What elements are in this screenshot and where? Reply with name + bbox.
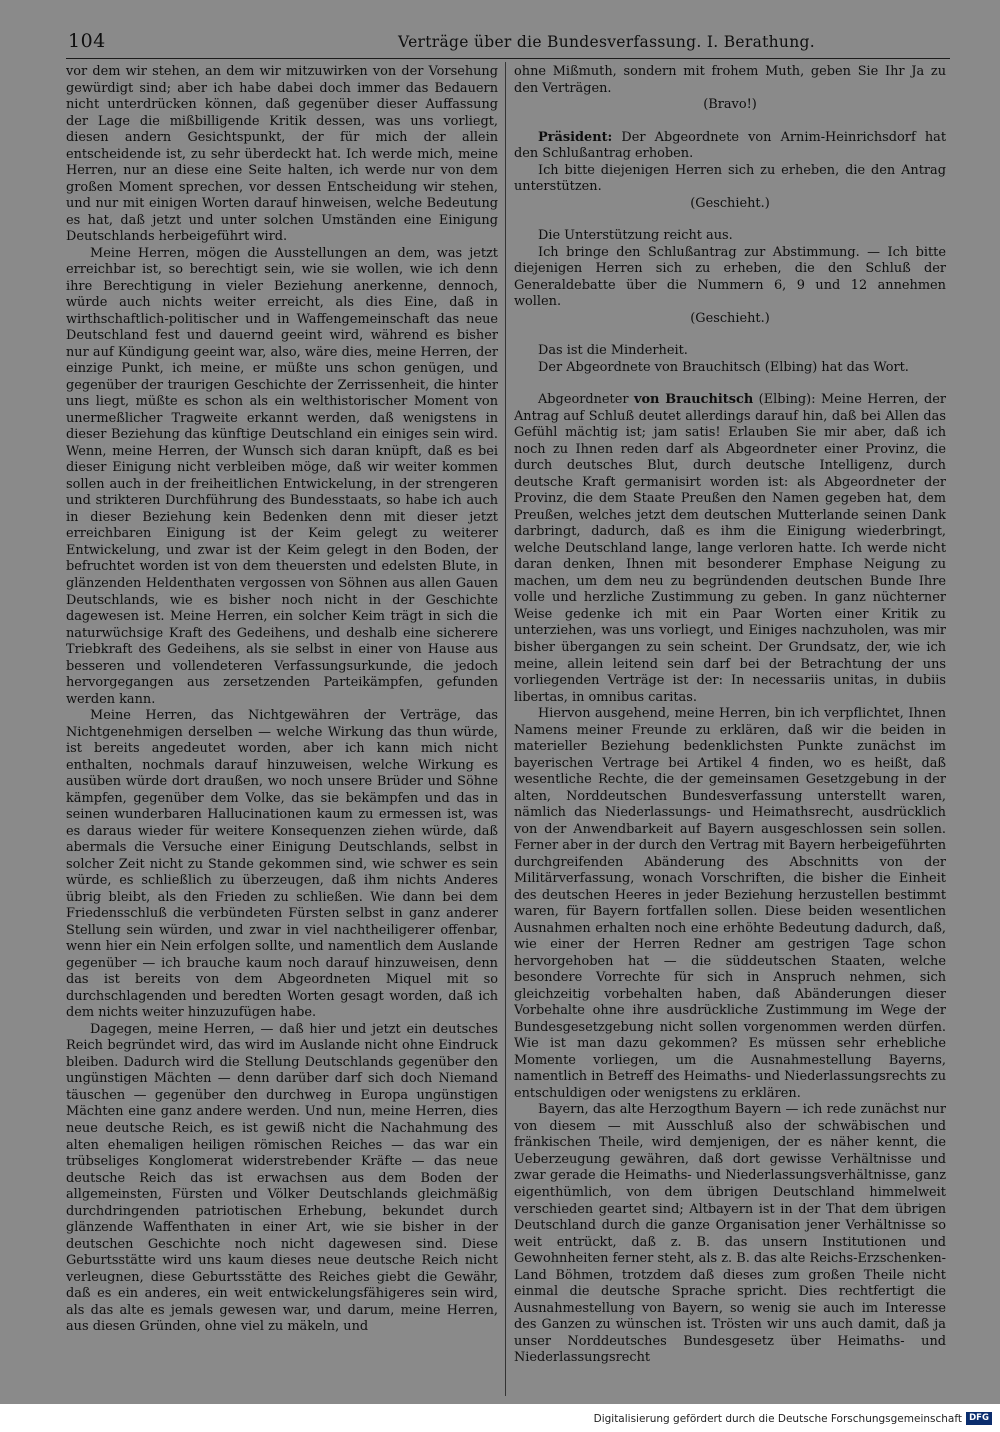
paragraph [514, 245, 946, 311]
paragraph [514, 311, 946, 328]
paragraph [66, 708, 498, 1022]
paragraph-text: Meine Herren, mögen die Ausstellungen an dem, was jetzt erreichbar ist, so berechtigt sein, wie sie wollen, wie ich denn ihre Berechtigung in vieler Beziehung anerkenne, dennoch, würde auch nichts weiter erreicht, als dies Eine, daß in wirthschaftlich-politischer und in Waffengemeinschaft das neue Deutschland fest und dauernd geeint wird, während es bisher nur auf Kündigung geeint war, also, wäre dies, meine Herren, der einzige Punkt, ich meine, er müßte uns schon genügen, und gegenüber der traurigen Geschichte der Zerrissenheit, die hinter uns liegt, müßte es schon als ein welthistorischer Moment von unermeßlicher Tragweite erkannt werden, daß wenigstens in dieser Beziehung das künftige Deutschland ein einiges sein wird. Wenn, meine Herren, der Wunsch sich daran knüpft, daß es bei dieser Einigung nicht verbleiben möge, daß wir weiter kommen sollen auch in der freiheitlichen Entwickelung, in der strengeren und strikteren Durchführung des Bundesstaats, so habe ich auch in dieser Beziehung kein Bedenken denn mit dieser jetzt erreichbaren Einigung ist der Keim gelegt zu weiterer Entwickelung, und zwar ist der Keim gelegt in den Boden, der befruchtet worden ist von dem theuersten und edelsten Blute, in glänzenden Heldenthaten vergossen von Söhnen aus allen Gauen Deutschlands, wie es bisher noch nicht in der Geschichte dagewesen ist. Meine Herren, ein solcher Keim trägt in sich die naturwüchsige Kraft des Gedeihens, und deshalb eine sicherere Triebkraft des Gedeihens, als sie selbst in einer von Hause aus besseren und vollendeteren Verfassungsurkunde, die jedoch hervorgegangen aus zersetzenden Parteikämpfen, gefunden werden kann. [66, 245, 498, 707]
paragraph [514, 1102, 946, 1366]
paragraph-text: vor dem wir stehen, an dem wir mitzuwirken von der Vorsehung gewürdigt sind; aber ich habe dabei doch immer das Bedauern nicht unterdrücken können, daß gegenüber dieser Auffassung der Lage die mißbilligende Kritik dessen, was uns vorliegt, diesen andern Gesichtspunkt, der für mich der allein entscheidende ist, zu sehr überdeckt hat. Ich werde mich, meine Herren, nur an diese eine Seite halten, ich werde nur von dem großen Moment sprechen, vor dessen Entscheidung wir stehen, und nur mit einigen Worten darauf hinweisen, welche Bedeutung es hat, daß jetzt und unter solchen Umständen eine Einigung Deutschlands herbeigeführt wird. [66, 64, 498, 245]
speaker-name: von Brauchitsch [633, 392, 754, 408]
paragraph-text: ohne Mißmuth, sondern mit frohem Muth, geben Sie Ihr Ja zu den Verträgen. [514, 64, 946, 96]
paragraph [514, 64, 946, 97]
paragraph-text: Bayern, das alte Herzogthum Bayern — ich rede zunächst nur von diesem — mit Ausschluß also der schwäbischen und fränkischen Theile, wird demjenigen, der es näher kennt, die Ueberzeugung gewähren, daß dort gewisse Verhältnisse und zwar gerade die Heimaths- und Niederlassungsverhältnisse, ganz eigenthümlich, von dem übrigen Deutschland himmelweit verschieden geartet sind; Altbayern ist in der That dem übrigen Deutschland durch die ganze Organisation jener Verhältnisse so weit entrückt, daß z. B. das unsern Institutionen und Gewohnheiten ferner steht, als z. B. das alte Reichs-Erzschenken-Land Böhmen, trotzdem daß dieses zum großen Theile nicht einmal die deutsche Sprache spricht. Dies rechtfertigt die Ausnahmestellung von Bayern, so wenig sie auch im Interesse des Ganzen zu wünschen ist. Trösten wir uns auch damit, daß ja unser Norddeutsches Bundesgesetz über Heimaths- und Niederlassungsrecht [514, 1102, 946, 1366]
left-column [66, 64, 498, 1389]
paragraph-text: Die Unterstützung reicht aus. [538, 228, 733, 244]
paragraph [66, 246, 498, 708]
paragraph [66, 1022, 498, 1336]
paragraph-text: (Geschieht.) [690, 195, 770, 211]
paragraph [514, 706, 946, 1102]
paragraph-text: Dagegen, meine Herren, — daß hier und jetzt ein deutsches Reich begründet wird, das wird im Auslande nicht ohne Eindruck bleiben. Dadurch wird die Stellung Deutschlands gegenüber den ungünstigen Mächten — denn darüber darf sich doch Niemand täuschen — gegenüber den durchweg in Europa ungünstigen Mächten eine ganz andere werden. Und nun, meine Herren, dies neue deutsche Reich, es ist gewiß nicht die Nachahmung des alten ehemaligen heiligen römischen Reiches — das war ein trübseliges Konglomerat widerstrebender Kräfte — das neue deutsche Reich das ist erwachsen aus dem Boden der allgemeinsten, Fürsten und Völker Deutschlands gleichmäßig durchdringenden patriotischen Erhebung, bekundet durch glänzende Waffenthaten in einer Art, wie sie bisher in der deutschen Geschichte noch nicht dagewesen sind. Diese Geburtsstätte wird uns kaum dieses neue deutsche Reich nicht verleugnen, diese Geburtsstätte des Reiches giebt die Gewähr, daß es ein anderes, ein weit entwickelungsfähigeres sein wird, als das alte es jemals gewesen war, und darum, meine Herren, aus diesen Gründen, ohne viel zu mäkeln, und [66, 1021, 498, 1335]
page-header [68, 30, 948, 56]
paragraph [66, 64, 498, 246]
paragraph [514, 228, 946, 245]
paragraph-text: (Bravo!) [703, 97, 757, 113]
column-divider [505, 62, 506, 1396]
paragraph-text: Ich bitte diejenigen Herren sich zu erheben, die den Antrag unterstützen. [514, 162, 946, 195]
paragraph-text: (Elbing): Meine Herren, der Antrag auf Schluß deutet allerdings darauf hin, daß bei Allen das Gefühl mächtig ist; jam satis! Erlauben Sie mir aber, daß ich noch zu Ihnen reden darf als Abgeordneter einer Provinz, die durch deutsches Blut, durch deutsche Intelligenz, durch deutsche Kraft germanisirt worden ist: als Abgeordneter der Provinz, die dem Staate Preußen den Namen gegeben hat, dem Preußen, welches jetzt dem deutschen Mutterlande seinen Dank darbringt, dadurch, daß es ihm die Einigung wiederbringt, welche Deutschland lange, lange verloren hatte. Ich werde nicht daran denken, Ihnen mit besonderer Emphase Neigung zu machen, um dem neu zu begründenden deutschen Bunde Ihre volle und herzliche Zustimmung zu geben. In ganz nüchterner Weise gedenke ich mit ein Paar Worten einer Kritik zu unterziehen, was uns vorliegt, und Einiges nachzuholen, was mir bisher übergangen zu sein scheint. Der Grundsatz, der, wie ich meine, allein leitend sein darf bei der Betrachtung der uns vorliegenden Verträge ist der: In necessariis unitas, in dubiis libertas, in omnibus caritas. [514, 392, 946, 705]
paragraph-text: Hiervon ausgehend, meine Herren, bin ich verpflichtet, Ihnen Namens meiner Freunde zu erklären, daß wir die beiden in materieller Beziehung bedenklichsten Punkte zunächst im bayerischen Vertrage bei Artikel 4 finden, wo es heißt, daß wesentliche Rechte, die der gemeinsamen Gesetzgebung in der alten, Norddeutschen Bundesverfassung unterstellt waren, nämlich das Niederlassungs- und Heimathsrecht, ausdrücklich von der Anwendbarkeit auf Bayern ausgeschlossen sein sollen. Ferner aber in der durch den Vertrag mit Bayern herbeigeführten durchgreifenden Abänderung des Abschnitts von der Militärverfassung, wonach Vorschriften, die bisher die Einheit des deutschen Heeres in jeder Beziehung herzustellen bestimmt waren, für Bayern fortfallen sollen. Diese beiden wesentlichen Ausnahmen erhalten noch eine erhöhte Bedeutung dadurch, daß, wie einer der Herren Redner am gestrigen Tage schon hervorgehoben hat — die süddeutschen Staaten, welche besondere Vorrechte für sich in Anspruch nehmen, sich gleichzeitig vorbehalten haben, daß Abänderungen dieser Vorbehalte ohne ihre ausdrückliche Zustimmung im Wege der Bundesgesetzgebung nicht sollen vorgenommen werden dürfen. Wie ist man dazu gekommen? Es müssen sehr erhebliche Momente vorliegen, um die Ausnahmestellung Bayerns, namentlich in Betreff des Heimaths- und Niederlassungsrechts zu entschuldigen oder wenigstens zu erklären. [514, 706, 946, 1101]
speaker-prefix: Abgeordneter [538, 392, 634, 408]
funding-credit: Digitalisierung gefördert durch die Deutsche Forschungsgemeinschaft [593, 1413, 962, 1425]
paragraph [514, 130, 946, 163]
page-number: 104 [68, 30, 106, 52]
paragraph [514, 392, 946, 706]
paragraph [514, 97, 946, 114]
paragraph-text: Das ist die Minderheit. [538, 343, 688, 359]
dfg-logo-icon: DFG [966, 1412, 992, 1425]
paragraph-text: Der Abgeordnete von Brauchitsch (Elbing) hat das Wort. [538, 359, 909, 375]
paragraph [514, 343, 946, 360]
paragraph-text: Der Abgeordnete von Arnim-Heinrichsdorf hat den Schlußantrag erhoben. [514, 129, 946, 162]
paragraph [514, 196, 946, 213]
paragraph [514, 360, 946, 377]
paragraph [514, 163, 946, 196]
header-rule [66, 58, 950, 59]
paragraph-text: Ich bringe den Schlußantrag zur Abstimmung. — Ich bitte diejenigen Herren sich zu erheben, die den Schluß der Generaldebatte über die Nummern 6, 9 und 12 annehmen wollen. [514, 244, 946, 310]
footer-bar [0, 1404, 1000, 1432]
paragraph-text: Meine Herren, das Nichtgewähren der Verträge, das Nichtgenehmigen derselben — welche Wirkung das thun würde, ist bereits angedeutet worden, aber ich kann mich nicht enthalten, nochmals darauf hinzuweisen, welche Wirkung es ausüben würde dort draußen, wo noch unsere Brüder und Söhne kämpfen, gegenüber dem Volke, das sie bekämpfen und das in seinen wunderbaren Hallucinationen kaum zu ermessen ist, was es daraus wieder für weitere Konsequenzen ziehen würde, daß abermals die Versuche einer Einigung Deutschlands, selbst in solcher Zeit nicht zu Stande gekommen sind, wie schwer es sein würde, es schließlich zu überzeugen, daß ihm nichts Anderes übrig bleibt, als den Frieden zu schließen. Wie dann bei dem Friedensschluß die verbündeten Fürsten selbst in ganz anderer Stellung sein würden, und zwar in viel nachtheiligerer offenbar, wenn hier ein Nein erfolgen sollte, und namentlich dem Auslande gegenüber — ich brauche kaum noch darauf hinzuweisen, denn das ist bereits von dem Abgeordneten Miquel mit so durchschlagenden und beredten Worten gesagt worden, daß ich dem nichts weiter hinzuzufügen habe. [66, 708, 498, 1021]
speaker-name: Präsident: [538, 129, 613, 145]
paragraph-text: (Geschieht.) [690, 310, 770, 326]
running-title: Verträge über die Bundesverfassung. I. Berathung. [398, 33, 815, 51]
right-column [514, 64, 946, 1389]
